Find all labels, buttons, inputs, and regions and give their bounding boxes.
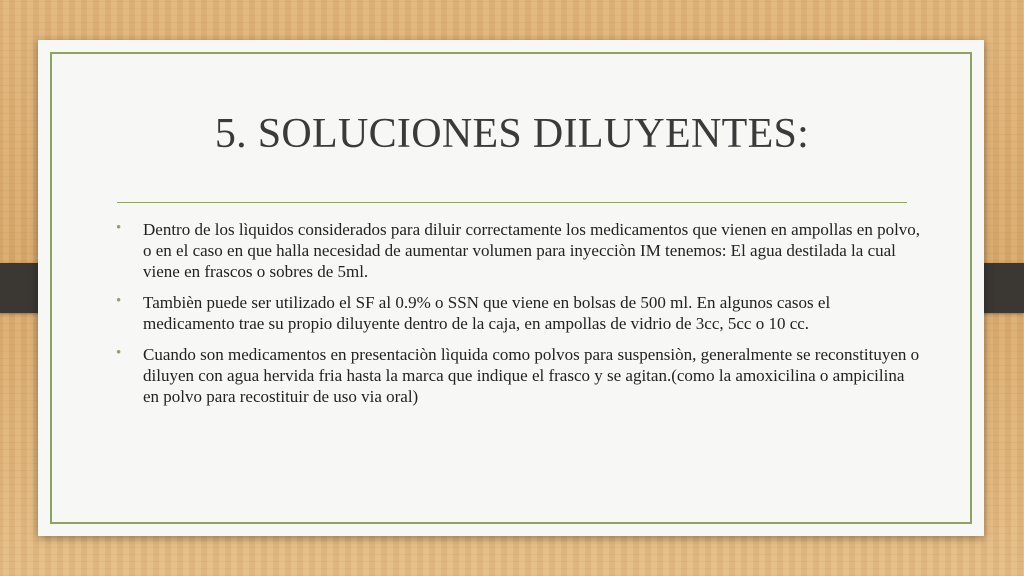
- bullet-point-icon: •: [116, 345, 122, 361]
- bullet-text: Cuando son medicamentos en presentaciòn lìquida como polvos para suspensiòn, generalmente se reconstituyen o diluyen con agua hervida fria hasta la marca que indique el frasco y se agitan.(como la amoxicilina o ampicilina en polvo para recostituir de uso via oral): [143, 345, 920, 406]
- bullet-item-2: [116, 292, 923, 334]
- bullet-point-icon: •: [116, 220, 122, 236]
- bullet-item-3: [116, 344, 923, 407]
- bullet-item-1: [116, 219, 923, 282]
- bullet-text: Dentro de los lìquidos considerados para diluir correctamente los medicamentos que vienen en ampollas en polvo, o en el caso en que halla necesidad de aumentar volumen para inyecciòn IM tenemos: El agua destilada la cual viene en frascos o sobres de 5ml.: [143, 220, 921, 281]
- bullet-point-icon: •: [116, 293, 122, 309]
- bullet-list: [116, 219, 923, 417]
- slide-title: 5. SOLUCIONES DILUYENTES:: [214, 111, 810, 157]
- title-divider: [117, 202, 907, 203]
- bullet-text: Tambièn puede ser utilizado el SF al 0.9% o SSN que viene en bolsas de 500 ml. En algunos casos el medicamento trae su propio diluyente dentro de la caja, en ampollas de vidrio de 3cc, 5cc o 10 cc.: [143, 293, 831, 333]
